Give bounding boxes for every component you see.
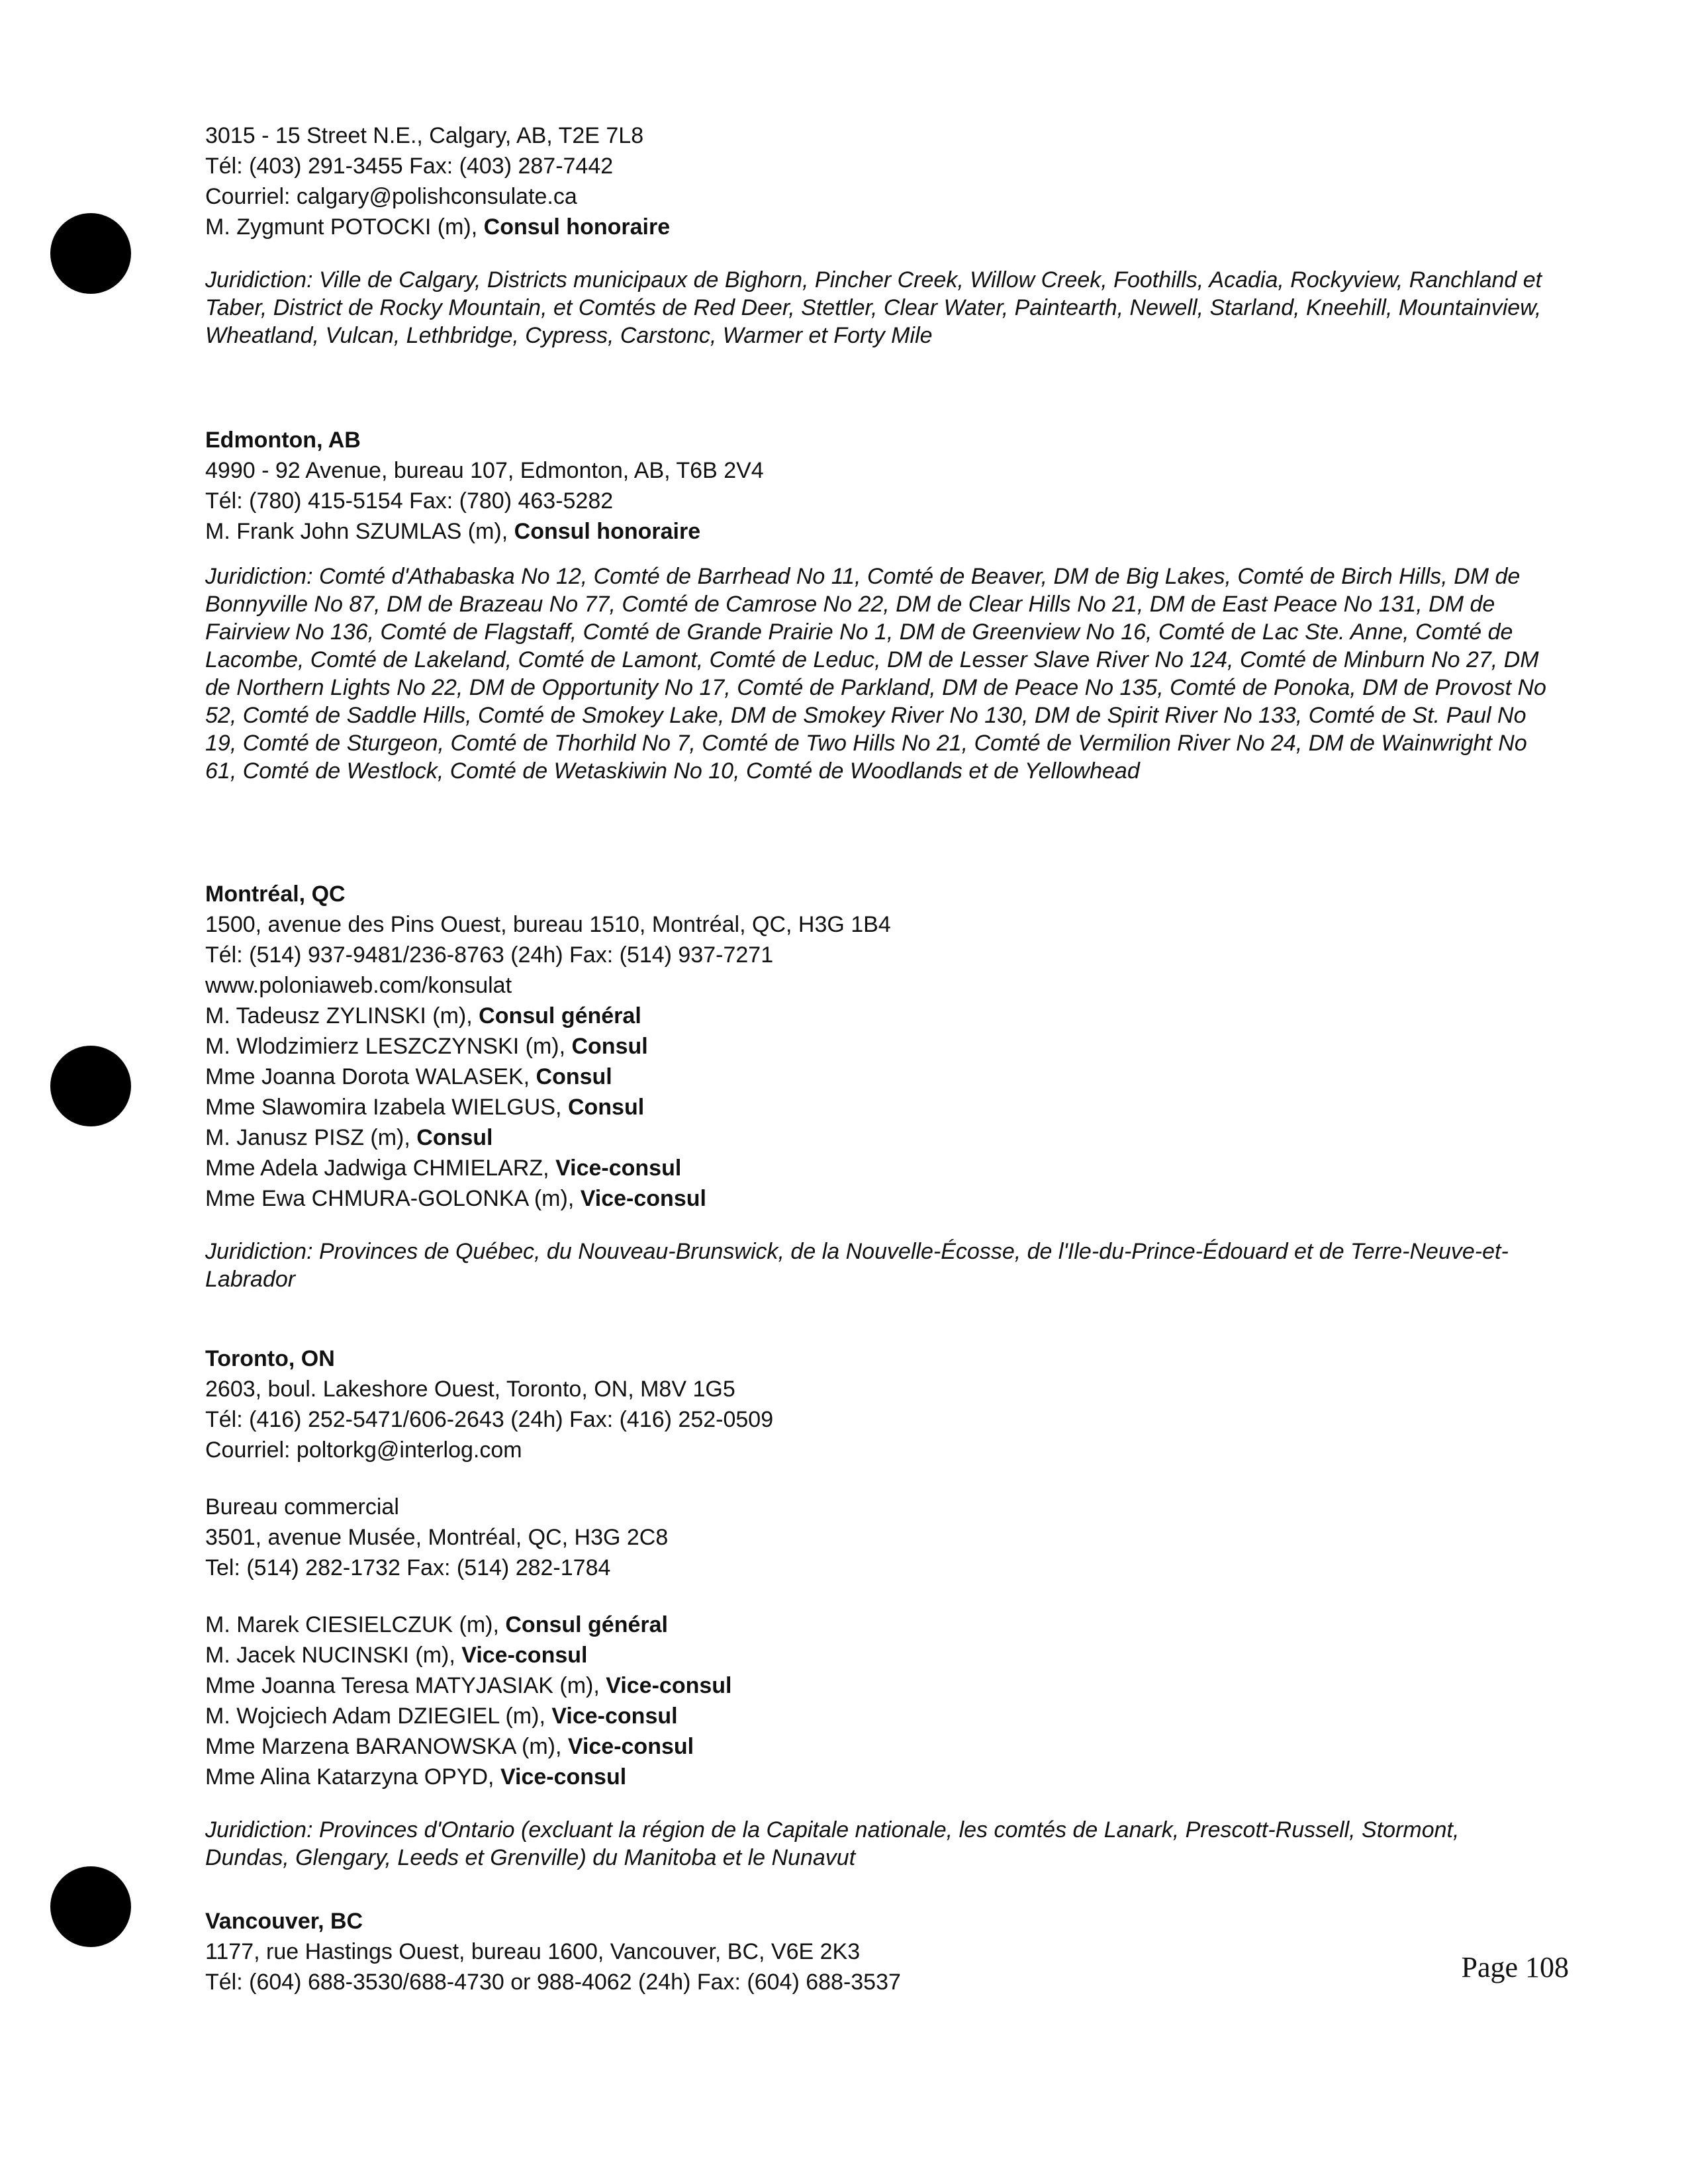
address: 3015 - 15 Street N.E., Calgary, AB, T2E 7L8 [205, 123, 644, 148]
staff-entry [205, 1670, 1549, 1701]
consulate-montreal [205, 879, 1549, 1293]
phone-fax: Tél: (403) 291-3455 Fax: (403) 287-7442 [205, 154, 614, 179]
address: 1500, avenue des Pins Ouest, bureau 1510, Montréal, QC, H3G 1B4 [205, 912, 891, 937]
staff-title: Consul général [505, 1612, 668, 1637]
staff-title: Vice-consul [461, 1643, 588, 1668]
address: 4990 - 92 Avenue, bureau 107, Edmonton, AB, T6B 2V4 [205, 458, 764, 483]
staff-title: Consul [536, 1064, 612, 1089]
staff-entry [205, 1640, 1549, 1670]
staff-entry [205, 516, 1549, 547]
jurisdiction: Juridiction: Ville de Calgary, Districts municipaux de Bighorn, Pincher Creek, Willow Creek, Foothills, Acadia, Rockyview, Ranchland et Taber, District de Rocky Mountain, et Comtés de Red Deer, Stettler, Clear Water, Paintearth, Newell, Starland, Kneehill, Mountainview, Wheatland, Vulcan, Lethbridge, Cypress, Carstonc, Warmer et Forty Mile [205, 267, 1542, 348]
staff-entry [205, 1031, 1549, 1062]
phone-fax: Tél: (416) 252-5471/606-2643 (24h) Fax: (416) 252-0509 [205, 1407, 774, 1432]
staff-title: Consul honoraire [483, 214, 671, 240]
staff-name: Mme Joanna Dorota WALASEK, [205, 1064, 536, 1089]
staff-title: Vice-consul [567, 1734, 694, 1759]
staff-title: Consul honoraire [514, 519, 701, 544]
consulate-edmonton [205, 425, 1549, 785]
binder-hole [50, 1866, 131, 1947]
jurisdiction: Juridiction: Comté d'Athabaska No 12, Comté de Barrhead No 11, Comté de Beaver, DM de Big Lakes, Comté de Birch Hills, DM de Bonnyville No 87, DM de Brazeau No 77, Comté de Camrose No 22, DM de Clear Hills No 21, DM de East Peace No 131, DM de Fairview No 136, Comté de Flagstaff, Comté de Grande Prairie No 1, DM de Greenview No 16, Comté de Lac Ste. Anne, Comté de Lacombe, Comté de Lakeland, Comté de Lamont, Comté de Leduc, DM de Lesser Slave River No 124, Comté de Minburn No 27, DM de Northern Lights No 22, DM de Opportunity No 17, Comté de Parkland, DM de Peace No 135, Comté de Ponoka, DM de Provost No 52, Comté de Saddle Hills, Comté de Smokey Lake, DM de Smokey River No 130, DM de Spirit River No 133, Comté de St. Paul No 19, Comté de Sturgeon, Comté de Thorhild No 7, Comté de Two Hills No 21, Comté de Vermilion River No 24, DM de Wainwright No 61, Comté de Westlock, Comté de Wetaskiwin No 10, Comté de Woodlands et de Yellowhead [205, 564, 1546, 784]
email: Courriel: calgary@polishconsulate.ca [205, 184, 577, 209]
city-heading: Edmonton, AB [205, 428, 361, 453]
staff-entry [205, 1122, 1549, 1153]
staff-name: M. Wlodzimierz LESZCZYNSKI (m), [205, 1034, 572, 1059]
spacer [205, 1465, 1549, 1492]
staff-name: M. Jacek NUCINSKI (m), [205, 1643, 462, 1668]
staff-entry [205, 1610, 1549, 1640]
email: Courriel: poltorkg@interlog.com [205, 1437, 522, 1463]
staff-entry [205, 1731, 1549, 1762]
address: 1177, rue Hastings Ouest, bureau 1600, Vancouver, BC, V6E 2K3 [205, 1939, 861, 1964]
staff-title: Consul [571, 1034, 648, 1059]
city-heading: Montréal, QC [205, 882, 346, 907]
staff-entry [205, 212, 1549, 242]
spacer [205, 1583, 1549, 1610]
staff-name: Mme Slawomira Izabela WIELGUS, [205, 1095, 568, 1120]
staff-title: Consul général [479, 1003, 641, 1028]
staff-name: Mme Ewa CHMURA-GOLONKA (m), [205, 1186, 581, 1211]
staff-entry [205, 1062, 1549, 1092]
staff-title: Vice-consul [551, 1704, 678, 1729]
staff-title: Vice-consul [500, 1764, 627, 1790]
city-heading: Toronto, ON [205, 1346, 335, 1371]
staff-title: Consul [567, 1095, 645, 1120]
bureau-label: Bureau commercial [205, 1494, 399, 1520]
staff-title: Consul [416, 1125, 493, 1150]
phone-fax: Tél: (780) 415-5154 Fax: (780) 463-5282 [205, 488, 614, 514]
staff-name: M. Zygmunt POTOCKI (m), [205, 214, 484, 240]
staff-title: Vice-consul [580, 1186, 706, 1211]
staff-name: M. Janusz PISZ (m), [205, 1125, 417, 1150]
bureau-address: 3501, avenue Musée, Montréal, QC, H3G 2C8 [205, 1525, 669, 1550]
staff-title: Vice-consul [606, 1673, 732, 1698]
staff-entry [205, 1183, 1549, 1214]
consulate-vancouver [205, 1906, 1549, 1997]
jurisdiction: Juridiction: Provinces d'Ontario (excluant la région de la Capitale nationale, les comtés de Lanark, Prescott-Russell, Stormont, Dundas, Glengary, Leeds et Grenville) du Manitoba et le Nunavut [205, 1817, 1460, 1870]
staff-name: Mme Joanna Teresa MATYJASIAK (m), [205, 1673, 606, 1698]
page-number: Page 108 [1461, 1951, 1569, 1983]
phone-fax: Tél: (604) 688-3530/688-4730 or 988-4062 (24h) Fax: (604) 688-3537 [205, 1970, 901, 1995]
staff-entry [205, 1001, 1549, 1031]
consulate-toronto [205, 1343, 1549, 1872]
city-heading: Vancouver, BC [205, 1909, 363, 1934]
staff-name: M. Marek CIESIELCZUK (m), [205, 1612, 506, 1637]
staff-entry [205, 1092, 1549, 1122]
staff-entry [205, 1762, 1549, 1792]
staff-name: M. Tadeusz ZYLINSKI (m), [205, 1003, 479, 1028]
staff-name: Mme Alina Katarzyna OPYD, [205, 1764, 500, 1790]
jurisdiction: Juridiction: Provinces de Québec, du Nouveau-Brunswick, de la Nouvelle-Écosse, de l'Ile-du-Prince-Édouard et de Terre-Neuve-et-Labrador [205, 1239, 1509, 1292]
bureau-phone-fax: Tel: (514) 282-1732 Fax: (514) 282-1784 [205, 1555, 611, 1580]
website-link[interactable]: www.poloniaweb.com/konsulat [205, 973, 512, 998]
phone-fax: Tél: (514) 937-9481/236-8763 (24h) Fax: (514) 937-7271 [205, 942, 774, 968]
staff-entry [205, 1153, 1549, 1183]
consulate-calgary [205, 120, 1549, 349]
staff-title: Vice-consul [555, 1156, 682, 1181]
binder-hole [50, 213, 131, 294]
staff-entry [205, 1701, 1549, 1731]
staff-name: M. Wojciech Adam DZIEGIEL (m), [205, 1704, 552, 1729]
binder-hole [50, 1046, 131, 1126]
staff-name: M. Frank John SZUMLAS (m), [205, 519, 514, 544]
staff-name: Mme Marzena BARANOWSKA (m), [205, 1734, 568, 1759]
staff-name: Mme Adela Jadwiga CHMIELARZ, [205, 1156, 556, 1181]
address: 2603, boul. Lakeshore Ouest, Toronto, ON, M8V 1G5 [205, 1377, 735, 1402]
